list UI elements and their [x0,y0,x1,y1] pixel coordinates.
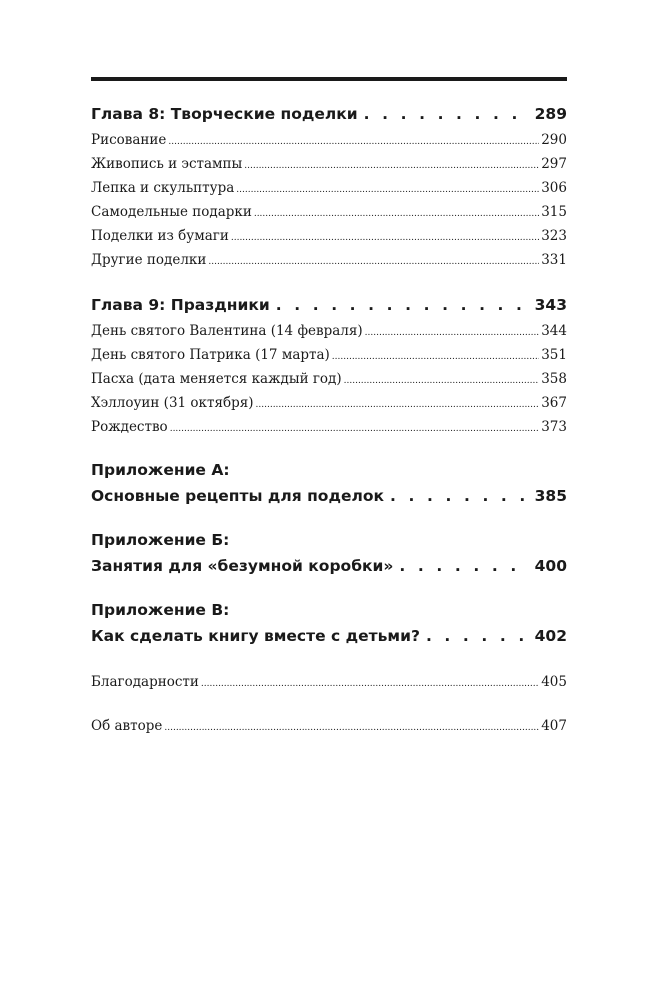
toc-entry[interactable] [91,224,567,248]
toc-entry[interactable] [91,200,567,224]
toc-entry[interactable] [91,176,567,200]
section-gap [91,580,567,598]
entry-page: 297 [541,156,567,172]
entry-title: День святого Патрика (17 марта) [91,347,330,363]
dot-leader [252,200,539,226]
entry-title: Поделки из бумаги [91,228,229,244]
entry-page: 351 [541,347,567,363]
appendix-b-heading[interactable] [91,552,567,580]
toc-entry[interactable] [91,343,567,367]
entry-title: День святого Валентина (14 февраля) [91,323,363,339]
chapter-9-heading[interactable] [91,291,567,319]
entry-page: 323 [541,228,567,244]
entry-page: 315 [541,204,567,220]
entry-title: Самодельные подарки [91,204,252,220]
entry-title: Живопись и эстампы [91,156,243,172]
section-gap [91,650,567,670]
appendix-v-heading[interactable] [91,622,567,650]
dot-leader [384,482,529,510]
section-gap [91,439,567,458]
appendix-page: 400 [534,557,567,575]
appendix-v-label: Приложение В: [91,601,230,619]
dot-leader [242,152,539,178]
dot-leader [162,714,539,740]
appendix-title: Занятия для «безумной коробки» [91,557,394,575]
table-of-contents [91,100,567,738]
toc-entry[interactable] [91,415,567,439]
entry-page: 290 [541,132,567,148]
appendix-b-label: Приложение Б: [91,531,230,549]
chapter-page: 289 [534,105,567,123]
dot-leader [166,128,539,154]
entry-page: 373 [541,419,567,435]
dot-leader [254,391,540,417]
toc-entry[interactable] [91,319,567,343]
entry-title: Рисование [91,132,167,148]
toc-entry[interactable] [91,391,567,415]
entry-title: Благодарности [91,674,199,690]
dot-leader [168,415,540,441]
dot-leader [330,343,539,369]
dot-leader [342,367,540,393]
entry-title: Другие поделки [91,252,207,268]
dot-leader [358,100,529,128]
appendix-page: 402 [534,627,567,645]
dot-leader [393,552,528,580]
entry-page: 358 [541,371,567,387]
toc-entry[interactable] [91,128,567,152]
entry-page: 331 [541,252,567,268]
toc-entry[interactable] [91,152,567,176]
dot-leader [270,291,529,319]
dot-leader [199,670,539,696]
dot-leader [229,224,539,250]
section-gap [91,510,567,528]
dot-leader [234,176,539,202]
entry-page: 344 [541,323,567,339]
chapter-8-heading[interactable] [91,100,567,128]
appendix-title: Основные рецепты для поделок [91,487,385,505]
toc-entry-acknowledgements[interactable] [91,670,567,694]
entry-title: Об авторе [91,718,163,734]
entry-title: Хэллоуин (31 октября) [91,395,254,411]
entry-page: 306 [541,180,567,196]
entry-page: 407 [541,718,567,734]
appendix-a-heading[interactable] [91,482,567,510]
dot-leader [206,248,539,274]
section-gap [91,694,567,714]
chapter-title: Глава 8: Творческие поделки [91,105,358,123]
entry-page: 405 [541,674,567,690]
appendix-page: 385 [534,487,567,505]
dot-leader [420,622,529,650]
appendix-a-label: Приложение А: [91,461,230,479]
top-rule [91,77,567,81]
entry-title: Лепка и скульптура [91,180,235,196]
dot-leader [363,319,540,345]
chapter-page: 343 [534,296,567,314]
entry-title: Пасха (дата меняется каждый год) [91,371,342,387]
appendix-title: Как сделать книгу вместе с детьми? [91,627,420,645]
toc-entry[interactable] [91,248,567,272]
toc-entry-about-author[interactable] [91,714,567,738]
section-gap [91,272,567,291]
entry-title: Рождество [91,419,168,435]
toc-entry[interactable] [91,367,567,391]
chapter-title: Глава 9: Праздники [91,296,270,314]
entry-page: 367 [541,395,567,411]
